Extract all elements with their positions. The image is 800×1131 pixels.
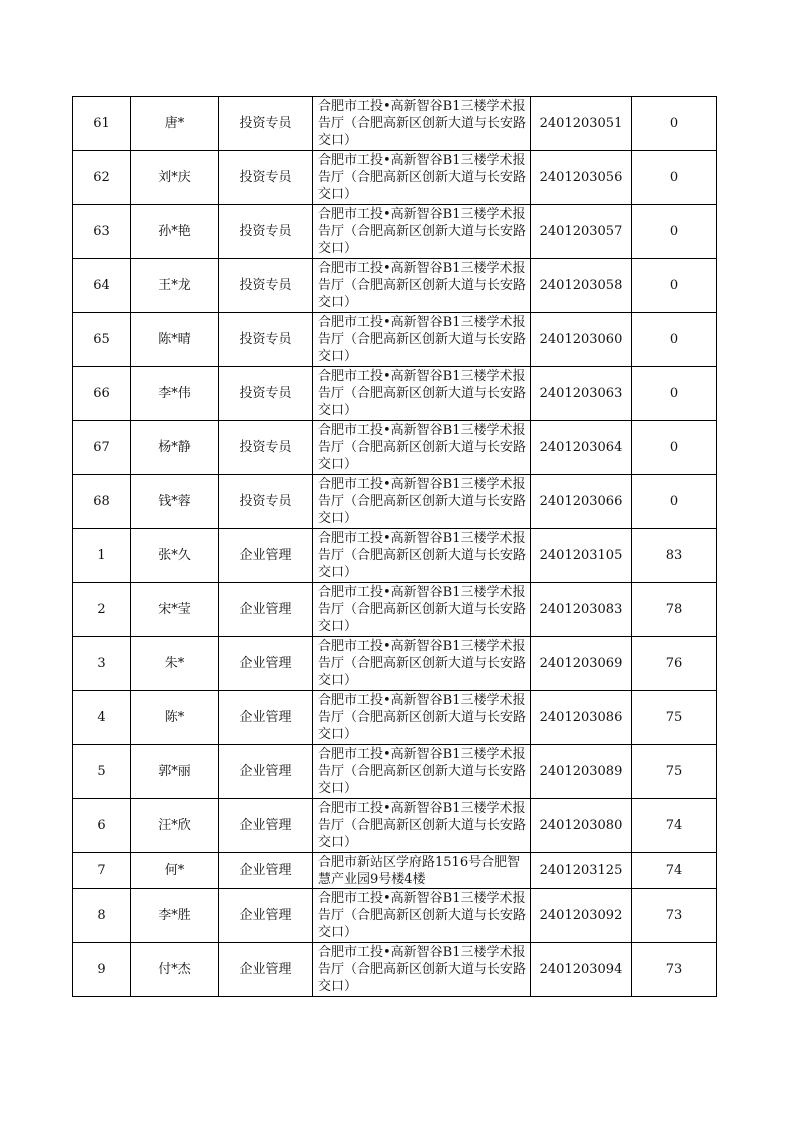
row-number-cell: 68: [73, 475, 131, 529]
row-number-cell: 61: [73, 97, 131, 151]
exam-address-cell: 合肥市工投•高新智谷B1三楼学术报告厅（合肥高新区创新大道与长安路交口）: [313, 529, 531, 583]
admission-ticket-cell: 2401203051: [531, 97, 632, 151]
candidate-name-cell: 何*: [131, 853, 219, 889]
candidate-name-cell: 张*久: [131, 529, 219, 583]
admission-ticket-cell: 2401203086: [531, 691, 632, 745]
table-row: [73, 637, 717, 691]
candidate-name-cell: 付*杰: [131, 943, 219, 997]
score-cell: 0: [632, 313, 717, 367]
table-row: [73, 943, 717, 997]
row-number-cell: 5: [73, 745, 131, 799]
table-row: [73, 853, 717, 889]
position-cell: 投资专员: [219, 367, 313, 421]
exam-address-cell: 合肥市新站区学府路1516号合肥智慧产业园9号楼4楼: [313, 853, 531, 889]
table-row: [73, 889, 717, 943]
exam-address-cell: 合肥市工投•高新智谷B1三楼学术报告厅（合肥高新区创新大道与长安路交口）: [313, 367, 531, 421]
position-cell: 投资专员: [219, 313, 313, 367]
admission-ticket-cell: 2401203058: [531, 259, 632, 313]
row-number-cell: 7: [73, 853, 131, 889]
candidate-name-cell: 唐*: [131, 97, 219, 151]
score-cell: 74: [632, 799, 717, 853]
table-row: [73, 799, 717, 853]
score-cell: 78: [632, 583, 717, 637]
row-number-cell: 9: [73, 943, 131, 997]
row-number-cell: 66: [73, 367, 131, 421]
table-row: [73, 97, 717, 151]
table-row: [73, 529, 717, 583]
exam-address-cell: 合肥市工投•高新智谷B1三楼学术报告厅（合肥高新区创新大道与长安路交口）: [313, 151, 531, 205]
admission-ticket-cell: 2401203057: [531, 205, 632, 259]
candidate-name-cell: 朱*: [131, 637, 219, 691]
row-number-cell: 6: [73, 799, 131, 853]
admission-ticket-cell: 2401203105: [531, 529, 632, 583]
score-cell: 0: [632, 421, 717, 475]
admission-ticket-cell: 2401203069: [531, 637, 632, 691]
score-cell: 0: [632, 367, 717, 421]
exam-address-cell: 合肥市工投•高新智谷B1三楼学术报告厅（合肥高新区创新大道与长安路交口）: [313, 421, 531, 475]
candidate-name-cell: 刘*庆: [131, 151, 219, 205]
candidate-name-cell: 郭*丽: [131, 745, 219, 799]
row-number-cell: 64: [73, 259, 131, 313]
score-cell: 73: [632, 889, 717, 943]
position-cell: 企业管理: [219, 853, 313, 889]
score-cell: 73: [632, 943, 717, 997]
position-cell: 投资专员: [219, 421, 313, 475]
admission-ticket-cell: 2401203089: [531, 745, 632, 799]
exam-roster-table: [72, 96, 717, 997]
candidate-name-cell: 王*龙: [131, 259, 219, 313]
score-cell: 76: [632, 637, 717, 691]
score-cell: 0: [632, 475, 717, 529]
admission-ticket-cell: 2401203080: [531, 799, 632, 853]
score-cell: 0: [632, 151, 717, 205]
exam-address-cell: 合肥市工投•高新智谷B1三楼学术报告厅（合肥高新区创新大道与长安路交口）: [313, 943, 531, 997]
position-cell: 企业管理: [219, 889, 313, 943]
score-cell: 0: [632, 259, 717, 313]
exam-address-cell: 合肥市工投•高新智谷B1三楼学术报告厅（合肥高新区创新大道与长安路交口）: [313, 475, 531, 529]
candidate-name-cell: 陈*晴: [131, 313, 219, 367]
position-cell: 投资专员: [219, 97, 313, 151]
admission-ticket-cell: 2401203094: [531, 943, 632, 997]
admission-ticket-cell: 2401203092: [531, 889, 632, 943]
exam-address-cell: 合肥市工投•高新智谷B1三楼学术报告厅（合肥高新区创新大道与长安路交口）: [313, 799, 531, 853]
row-number-cell: 3: [73, 637, 131, 691]
row-number-cell: 67: [73, 421, 131, 475]
exam-address-cell: 合肥市工投•高新智谷B1三楼学术报告厅（合肥高新区创新大道与长安路交口）: [313, 889, 531, 943]
score-cell: 0: [632, 97, 717, 151]
table-row: [73, 421, 717, 475]
exam-address-cell: 合肥市工投•高新智谷B1三楼学术报告厅（合肥高新区创新大道与长安路交口）: [313, 691, 531, 745]
position-cell: 企业管理: [219, 529, 313, 583]
table-row: [73, 205, 717, 259]
score-cell: 74: [632, 853, 717, 889]
row-number-cell: 65: [73, 313, 131, 367]
position-cell: 企业管理: [219, 745, 313, 799]
score-cell: 75: [632, 691, 717, 745]
position-cell: 投资专员: [219, 151, 313, 205]
admission-ticket-cell: 2401203083: [531, 583, 632, 637]
position-cell: 企业管理: [219, 691, 313, 745]
admission-ticket-cell: 2401203066: [531, 475, 632, 529]
candidate-name-cell: 钱*蓉: [131, 475, 219, 529]
table-row: [73, 745, 717, 799]
position-cell: 投资专员: [219, 205, 313, 259]
exam-address-cell: 合肥市工投•高新智谷B1三楼学术报告厅（合肥高新区创新大道与长安路交口）: [313, 583, 531, 637]
table-row: [73, 583, 717, 637]
position-cell: 投资专员: [219, 259, 313, 313]
exam-address-cell: 合肥市工投•高新智谷B1三楼学术报告厅（合肥高新区创新大道与长安路交口）: [313, 97, 531, 151]
table-row: [73, 367, 717, 421]
position-cell: 企业管理: [219, 583, 313, 637]
admission-ticket-cell: 2401203060: [531, 313, 632, 367]
exam-address-cell: 合肥市工投•高新智谷B1三楼学术报告厅（合肥高新区创新大道与长安路交口）: [313, 637, 531, 691]
position-cell: 企业管理: [219, 637, 313, 691]
exam-address-cell: 合肥市工投•高新智谷B1三楼学术报告厅（合肥高新区创新大道与长安路交口）: [313, 745, 531, 799]
row-number-cell: 1: [73, 529, 131, 583]
candidate-name-cell: 李*伟: [131, 367, 219, 421]
row-number-cell: 4: [73, 691, 131, 745]
table-body: [73, 97, 717, 997]
position-cell: 投资专员: [219, 475, 313, 529]
admission-ticket-cell: 2401203056: [531, 151, 632, 205]
table-row: [73, 475, 717, 529]
candidate-name-cell: 陈*: [131, 691, 219, 745]
row-number-cell: 63: [73, 205, 131, 259]
score-cell: 75: [632, 745, 717, 799]
admission-ticket-cell: 2401203063: [531, 367, 632, 421]
row-number-cell: 8: [73, 889, 131, 943]
candidate-name-cell: 孙*艳: [131, 205, 219, 259]
candidate-name-cell: 宋*莹: [131, 583, 219, 637]
score-cell: 0: [632, 205, 717, 259]
row-number-cell: 2: [73, 583, 131, 637]
admission-ticket-cell: 2401203125: [531, 853, 632, 889]
score-cell: 83: [632, 529, 717, 583]
table-row: [73, 259, 717, 313]
table-row: [73, 151, 717, 205]
admission-ticket-cell: 2401203064: [531, 421, 632, 475]
position-cell: 企业管理: [219, 799, 313, 853]
table-row: [73, 691, 717, 745]
table-row: [73, 313, 717, 367]
row-number-cell: 62: [73, 151, 131, 205]
candidate-name-cell: 李*胜: [131, 889, 219, 943]
candidate-name-cell: 杨*静: [131, 421, 219, 475]
exam-address-cell: 合肥市工投•高新智谷B1三楼学术报告厅（合肥高新区创新大道与长安路交口）: [313, 313, 531, 367]
position-cell: 企业管理: [219, 943, 313, 997]
candidate-name-cell: 汪*欣: [131, 799, 219, 853]
exam-address-cell: 合肥市工投•高新智谷B1三楼学术报告厅（合肥高新区创新大道与长安路交口）: [313, 259, 531, 313]
exam-address-cell: 合肥市工投•高新智谷B1三楼学术报告厅（合肥高新区创新大道与长安路交口）: [313, 205, 531, 259]
